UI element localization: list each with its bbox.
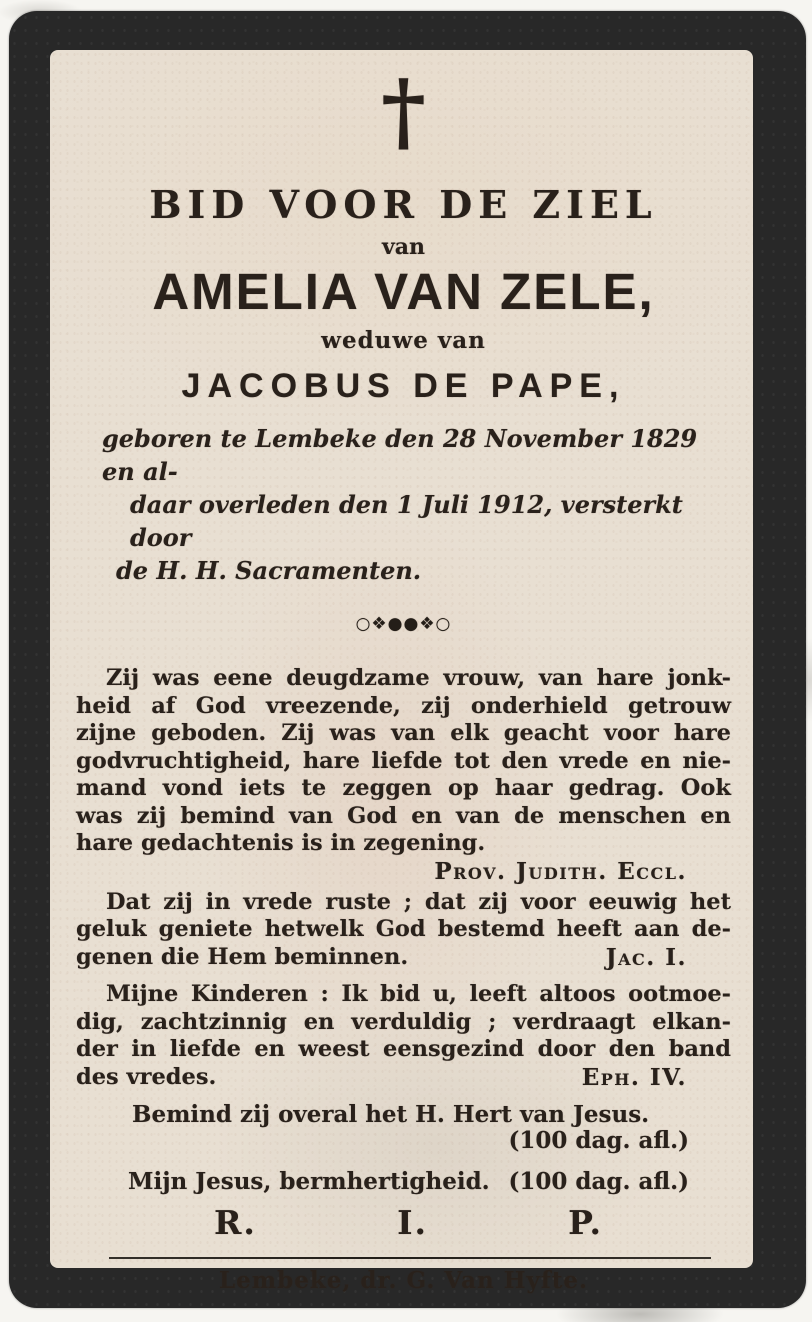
birth-death-line: de H. H. Sacramenten.	[116, 556, 422, 585]
birth-death-line: geboren te Lembeke den 28 November 1829 en al-	[102, 424, 698, 486]
indulgence-note: (100 dag. afl.)	[508, 1127, 689, 1154]
text-line: zijne geboden. Zij was van elk geacht voor hare	[76, 720, 731, 746]
rip-letter: I.	[397, 1203, 428, 1242]
birth-death-text	[76, 422, 731, 587]
rip-initials	[76, 1203, 731, 1243]
text-line: geluk geniete hetwelk God bestemd heeft aan de-	[76, 916, 731, 942]
text-line	[76, 944, 731, 972]
rip-letter: R.	[214, 1203, 257, 1242]
text-line: der in liefde en weest eensgezind door den band	[76, 1036, 731, 1062]
van-label: van	[381, 234, 426, 260]
text-line: Dat zij in vrede ruste ; dat zij voor eeuwig het	[106, 888, 731, 915]
card-frame	[9, 11, 806, 1308]
footer-rule	[109, 1257, 711, 1259]
children-admonition-paragraph	[76, 981, 731, 1091]
invocation-mercy	[76, 1168, 731, 1195]
text-fragment: genen die Hem beminnen.	[76, 943, 409, 970]
text-line: hare gedachtenis is in zegening.	[76, 830, 486, 856]
eulogy-paragraph	[76, 665, 731, 885]
ornament-divider: ○❖●●❖○	[355, 614, 452, 634]
invocation-text: Mijn Jesus, bermhertigheid.	[128, 1168, 490, 1195]
deceased-name: AMELIA VAN ZELE,	[152, 263, 655, 320]
invocation-sacred-heart	[76, 1101, 731, 1154]
scripture-paragraph	[76, 889, 731, 972]
text-line	[76, 1064, 731, 1092]
scripture-citation: Eph. IV.	[581, 1063, 687, 1091]
rip-letter: P.	[568, 1203, 603, 1242]
text-line: mand vond iets te zeggen op haar gedrag. Ook	[76, 775, 731, 801]
scripture-citation: Prov. Judith. Eccl.	[434, 857, 687, 885]
page-title: BID VOOR DE ZIEL	[149, 182, 658, 227]
husband-name: JACOBUS DE PAPE,	[181, 367, 626, 405]
invocation-text: Bemind zij overal het H. Hert van Jesus.	[132, 1101, 650, 1128]
memorial-card	[50, 50, 753, 1294]
text-line: heid af God vreezende, zij onderhield getrouw	[76, 692, 731, 719]
text-line: dig, zachtzinnig en verduldig ; verdraagt elkan-	[76, 1008, 731, 1035]
scripture-citation: Jac. I.	[605, 943, 687, 971]
text-line: Zij was eene deugdzame vrouw, van hare jonk-	[106, 665, 731, 691]
printer-imprint: Lembeke, dr. G. Van Hyfte.	[218, 1267, 588, 1294]
cross-icon: †	[381, 61, 426, 162]
text-fragment: des vredes.	[76, 1063, 217, 1090]
widow-of-label: weduwe van	[321, 327, 486, 354]
text-line: godvruchtigheid, hare liefde tot den vrede en nie-	[76, 747, 731, 774]
indulgence-note: (100 dag. afl.)	[508, 1168, 689, 1195]
text-line: Mijne Kinderen : Ik bid u, leeft altoos ootmoe-	[106, 981, 731, 1007]
birth-death-line: daar overleden den 1 Juli 1912, versterkt door	[130, 490, 683, 552]
text-line: was zij bemind van God en van de menschen en	[76, 802, 731, 829]
